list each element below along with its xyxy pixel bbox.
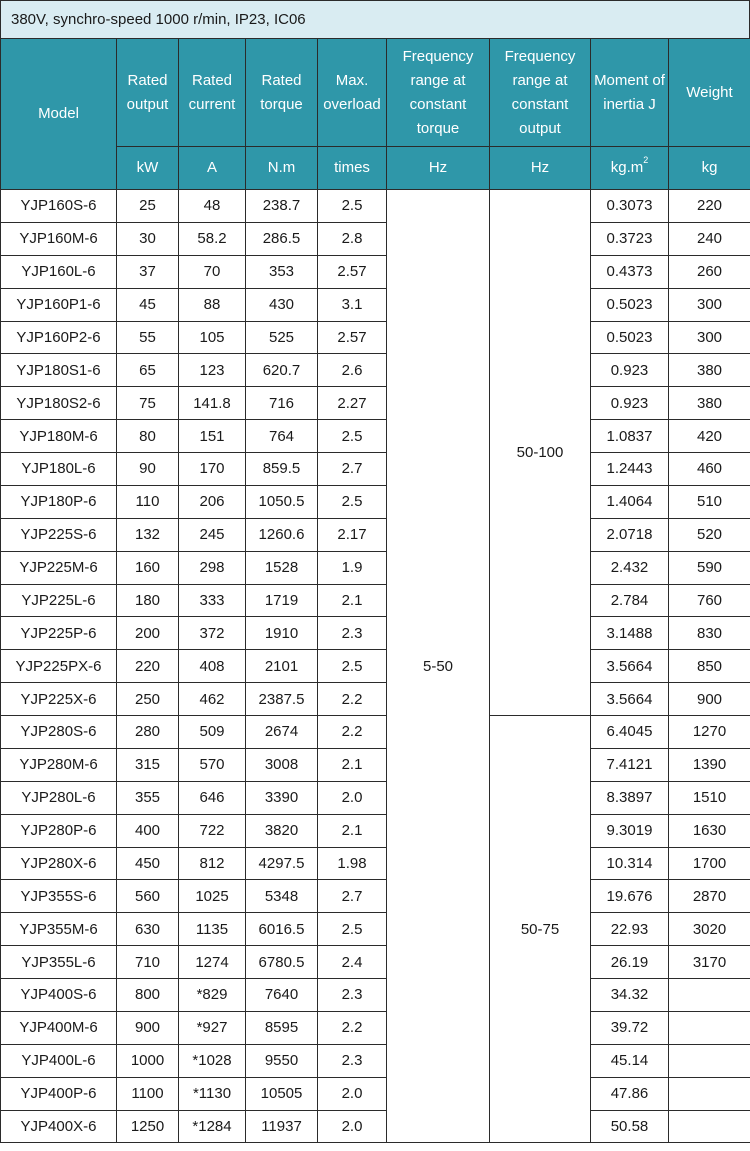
table-row <box>1 420 750 453</box>
cell-weight: 1630 <box>669 814 750 847</box>
cell-rated-torque: 859.5 <box>246 453 318 486</box>
table-row <box>1 222 750 255</box>
cell-moment-inertia: 7.4121 <box>591 748 669 781</box>
header-freq-const-output: Frequency range at constant output <box>490 39 591 147</box>
cell-model: YJP400M-6 <box>1 1011 117 1044</box>
cell-rated-torque: 1910 <box>246 617 318 650</box>
table-row <box>1 485 750 518</box>
cell-weight: 420 <box>669 420 750 453</box>
cell-rated-output: 75 <box>117 387 179 420</box>
cell-rated-output: 55 <box>117 321 179 354</box>
cell-weight: 2870 <box>669 880 750 913</box>
header-rated-current: Rated current <box>179 39 246 147</box>
cell-moment-inertia: 2.784 <box>591 584 669 617</box>
cell-rated-current: 151 <box>179 420 246 453</box>
cell-max-overload: 1.9 <box>318 551 387 584</box>
table-row <box>1 387 750 420</box>
cell-rated-output: 710 <box>117 946 179 979</box>
cell-max-overload: 2.4 <box>318 946 387 979</box>
table-row <box>1 650 750 683</box>
unit-rated-torque: N.m <box>246 147 318 190</box>
cell-rated-torque: 430 <box>246 288 318 321</box>
cell-rated-torque: 2387.5 <box>246 683 318 716</box>
header-moment-inertia: Moment of inertia J <box>591 39 669 147</box>
table-row <box>1 288 750 321</box>
cell-weight <box>669 1077 750 1110</box>
cell-max-overload: 2.27 <box>318 387 387 420</box>
cell-rated-torque: 8595 <box>246 1011 318 1044</box>
cell-weight: 850 <box>669 650 750 683</box>
cell-max-overload: 2.0 <box>318 1110 387 1143</box>
cell-rated-output: 180 <box>117 584 179 617</box>
cell-rated-current: 105 <box>179 321 246 354</box>
cell-rated-torque: 716 <box>246 387 318 420</box>
cell-weight: 1510 <box>669 781 750 814</box>
cell-rated-output: 630 <box>117 913 179 946</box>
table-row <box>1 880 750 913</box>
cell-moment-inertia: 6.4045 <box>591 716 669 749</box>
cell-rated-current: 1274 <box>179 946 246 979</box>
cell-weight: 1700 <box>669 847 750 880</box>
table-row <box>1 748 750 781</box>
cell-rated-torque: 3008 <box>246 748 318 781</box>
cell-weight: 760 <box>669 584 750 617</box>
table-row <box>1 781 750 814</box>
cell-rated-current: 70 <box>179 255 246 288</box>
cell-max-overload: 2.6 <box>318 354 387 387</box>
cell-rated-current: 245 <box>179 518 246 551</box>
cell-rated-current: 462 <box>179 683 246 716</box>
table-row <box>1 1044 750 1077</box>
table-row <box>1 255 750 288</box>
cell-rated-current: 206 <box>179 485 246 518</box>
unit-rated-current: A <box>179 147 246 190</box>
cell-weight <box>669 1110 750 1143</box>
cell-rated-output: 25 <box>117 190 179 223</box>
cell-rated-output: 800 <box>117 979 179 1012</box>
header-freq-const-torque: Frequency range at constant torque <box>387 39 490 147</box>
cell-max-overload: 2.0 <box>318 1077 387 1110</box>
cell-rated-output: 280 <box>117 716 179 749</box>
cell-moment-inertia: 0.923 <box>591 354 669 387</box>
table-row <box>1 584 750 617</box>
cell-model: YJP160P1-6 <box>1 288 117 321</box>
table-row <box>1 814 750 847</box>
cell-rated-torque: 7640 <box>246 979 318 1012</box>
cell-model: YJP400L-6 <box>1 1044 117 1077</box>
cell-weight: 590 <box>669 551 750 584</box>
table-row <box>1 847 750 880</box>
cell-rated-torque: 4297.5 <box>246 847 318 880</box>
cell-rated-torque: 6016.5 <box>246 913 318 946</box>
cell-freq-const-output-group1: 50-100 <box>490 190 591 716</box>
cell-model: YJP280M-6 <box>1 748 117 781</box>
header-model: Model <box>1 39 117 190</box>
cell-rated-current: *927 <box>179 1011 246 1044</box>
cell-rated-torque: 3390 <box>246 781 318 814</box>
cell-moment-inertia: 1.2443 <box>591 453 669 486</box>
motor-spec-table <box>0 38 750 1143</box>
cell-rated-torque: 764 <box>246 420 318 453</box>
cell-rated-current: 408 <box>179 650 246 683</box>
cell-weight: 300 <box>669 288 750 321</box>
cell-weight: 3020 <box>669 913 750 946</box>
cell-rated-current: *1130 <box>179 1077 246 1110</box>
cell-weight: 240 <box>669 222 750 255</box>
cell-moment-inertia: 10.314 <box>591 847 669 880</box>
cell-model: YJP225P-6 <box>1 617 117 650</box>
cell-max-overload: 2.1 <box>318 584 387 617</box>
cell-model: YJP180S2-6 <box>1 387 117 420</box>
cell-moment-inertia: 2.0718 <box>591 518 669 551</box>
cell-max-overload: 2.1 <box>318 814 387 847</box>
cell-moment-inertia: 8.3897 <box>591 781 669 814</box>
header-rated-output: Rated output <box>117 39 179 147</box>
cell-rated-torque: 525 <box>246 321 318 354</box>
cell-max-overload: 2.8 <box>318 222 387 255</box>
cell-max-overload: 2.5 <box>318 913 387 946</box>
cell-model: YJP225PX-6 <box>1 650 117 683</box>
cell-rated-torque: 620.7 <box>246 354 318 387</box>
cell-model: YJP355L-6 <box>1 946 117 979</box>
cell-weight: 380 <box>669 387 750 420</box>
cell-moment-inertia: 22.93 <box>591 913 669 946</box>
cell-moment-inertia: 0.3073 <box>591 190 669 223</box>
cell-rated-output: 450 <box>117 847 179 880</box>
table-row <box>1 979 750 1012</box>
cell-max-overload: 2.5 <box>318 485 387 518</box>
cell-max-overload: 2.3 <box>318 1044 387 1077</box>
cell-rated-current: 812 <box>179 847 246 880</box>
cell-rated-output: 900 <box>117 1011 179 1044</box>
cell-weight: 510 <box>669 485 750 518</box>
cell-model: YJP225S-6 <box>1 518 117 551</box>
table-row <box>1 321 750 354</box>
cell-model: YJP225X-6 <box>1 683 117 716</box>
cell-max-overload: 1.98 <box>318 847 387 880</box>
cell-max-overload: 2.5 <box>318 190 387 223</box>
cell-rated-current: 333 <box>179 584 246 617</box>
cell-moment-inertia: 50.58 <box>591 1110 669 1143</box>
cell-weight <box>669 979 750 1012</box>
cell-moment-inertia: 26.19 <box>591 946 669 979</box>
cell-rated-torque: 2101 <box>246 650 318 683</box>
unit-freq-const-torque: Hz <box>387 147 490 190</box>
cell-max-overload: 3.1 <box>318 288 387 321</box>
cell-moment-inertia: 2.432 <box>591 551 669 584</box>
cell-moment-inertia: 0.3723 <box>591 222 669 255</box>
cell-rated-output: 355 <box>117 781 179 814</box>
cell-max-overload: 2.7 <box>318 453 387 486</box>
cell-model: YJP280L-6 <box>1 781 117 814</box>
cell-rated-current: 509 <box>179 716 246 749</box>
cell-rated-torque: 9550 <box>246 1044 318 1077</box>
cell-model: YJP180P-6 <box>1 485 117 518</box>
cell-max-overload: 2.3 <box>318 617 387 650</box>
unit-rated-output: kW <box>117 147 179 190</box>
cell-max-overload: 2.0 <box>318 781 387 814</box>
cell-rated-current: 170 <box>179 453 246 486</box>
cell-rated-current: *829 <box>179 979 246 1012</box>
cell-rated-output: 200 <box>117 617 179 650</box>
cell-weight: 260 <box>669 255 750 288</box>
cell-rated-output: 30 <box>117 222 179 255</box>
cell-rated-torque: 1528 <box>246 551 318 584</box>
cell-moment-inertia: 34.32 <box>591 979 669 1012</box>
cell-rated-output: 45 <box>117 288 179 321</box>
cell-moment-inertia: 0.5023 <box>591 321 669 354</box>
table-row <box>1 913 750 946</box>
cell-freq-const-output-group2: 50-75 <box>490 716 591 1143</box>
unit-freq-const-output: Hz <box>490 147 591 190</box>
cell-moment-inertia: 47.86 <box>591 1077 669 1110</box>
cell-weight: 1390 <box>669 748 750 781</box>
cell-rated-torque: 1719 <box>246 584 318 617</box>
header-max-overload: Max. overload <box>318 39 387 147</box>
cell-rated-current: 123 <box>179 354 246 387</box>
cell-moment-inertia: 0.5023 <box>591 288 669 321</box>
cell-rated-current: *1284 <box>179 1110 246 1143</box>
cell-rated-output: 220 <box>117 650 179 683</box>
cell-model: YJP280X-6 <box>1 847 117 880</box>
cell-freq-const-torque: 5-50 <box>387 190 490 1143</box>
cell-max-overload: 2.17 <box>318 518 387 551</box>
cell-rated-output: 160 <box>117 551 179 584</box>
cell-moment-inertia: 45.14 <box>591 1044 669 1077</box>
cell-model: YJP180S1-6 <box>1 354 117 387</box>
cell-weight: 300 <box>669 321 750 354</box>
cell-rated-torque: 238.7 <box>246 190 318 223</box>
cell-model: YJP225M-6 <box>1 551 117 584</box>
cell-rated-output: 37 <box>117 255 179 288</box>
cell-rated-output: 1000 <box>117 1044 179 1077</box>
cell-weight: 520 <box>669 518 750 551</box>
cell-moment-inertia: 1.4064 <box>591 485 669 518</box>
cell-model: YJP400X-6 <box>1 1110 117 1143</box>
cell-max-overload: 2.2 <box>318 1011 387 1044</box>
cell-weight: 460 <box>669 453 750 486</box>
table-row <box>1 716 750 749</box>
cell-rated-torque: 1260.6 <box>246 518 318 551</box>
cell-rated-torque: 3820 <box>246 814 318 847</box>
cell-model: YJP225L-6 <box>1 584 117 617</box>
cell-model: YJP160L-6 <box>1 255 117 288</box>
cell-max-overload: 2.2 <box>318 683 387 716</box>
header-rated-torque: Rated torque <box>246 39 318 147</box>
cell-rated-output: 400 <box>117 814 179 847</box>
cell-rated-torque: 11937 <box>246 1110 318 1143</box>
unit-weight: kg <box>669 147 750 190</box>
cell-model: YJP280P-6 <box>1 814 117 847</box>
cell-moment-inertia: 3.5664 <box>591 650 669 683</box>
table-caption: 380V, synchro-speed 1000 r/min, IP23, IC06 <box>0 0 750 38</box>
cell-rated-current: 298 <box>179 551 246 584</box>
unit-moment-inertia: $kg.m^2$ <box>591 147 669 190</box>
cell-rated-torque: 5348 <box>246 880 318 913</box>
table-row <box>1 551 750 584</box>
cell-moment-inertia: 0.923 <box>591 387 669 420</box>
cell-rated-current: 141.8 <box>179 387 246 420</box>
cell-rated-current: 646 <box>179 781 246 814</box>
cell-model: YJP355M-6 <box>1 913 117 946</box>
cell-moment-inertia: 9.3019 <box>591 814 669 847</box>
cell-rated-output: 80 <box>117 420 179 453</box>
table-row <box>1 617 750 650</box>
cell-weight <box>669 1011 750 1044</box>
cell-weight: 900 <box>669 683 750 716</box>
cell-weight <box>669 1044 750 1077</box>
cell-max-overload: 2.2 <box>318 716 387 749</box>
cell-rated-current: 722 <box>179 814 246 847</box>
unit-max-overload: times <box>318 147 387 190</box>
cell-rated-torque: 286.5 <box>246 222 318 255</box>
cell-rated-output: 110 <box>117 485 179 518</box>
cell-weight: 1270 <box>669 716 750 749</box>
cell-moment-inertia: 3.5664 <box>591 683 669 716</box>
cell-rated-output: 315 <box>117 748 179 781</box>
cell-max-overload: 2.5 <box>318 650 387 683</box>
cell-rated-output: 1250 <box>117 1110 179 1143</box>
cell-model: YJP160P2-6 <box>1 321 117 354</box>
cell-moment-inertia: 39.72 <box>591 1011 669 1044</box>
cell-rated-current: 48 <box>179 190 246 223</box>
cell-max-overload: 2.57 <box>318 255 387 288</box>
cell-rated-output: 1100 <box>117 1077 179 1110</box>
cell-max-overload: 2.57 <box>318 321 387 354</box>
cell-rated-output: 560 <box>117 880 179 913</box>
cell-model: YJP400P-6 <box>1 1077 117 1110</box>
cell-model: YJP355S-6 <box>1 880 117 913</box>
table-row <box>1 190 750 223</box>
cell-rated-output: 90 <box>117 453 179 486</box>
cell-weight: 220 <box>669 190 750 223</box>
cell-rated-current: 570 <box>179 748 246 781</box>
table-row <box>1 1011 750 1044</box>
table-row <box>1 946 750 979</box>
cell-max-overload: 2.3 <box>318 979 387 1012</box>
cell-rated-current: 58.2 <box>179 222 246 255</box>
cell-max-overload: 2.1 <box>318 748 387 781</box>
cell-max-overload: 2.7 <box>318 880 387 913</box>
cell-rated-current: *1028 <box>179 1044 246 1077</box>
cell-rated-current: 88 <box>179 288 246 321</box>
cell-rated-current: 1025 <box>179 880 246 913</box>
cell-moment-inertia: 3.1488 <box>591 617 669 650</box>
cell-model: YJP400S-6 <box>1 979 117 1012</box>
cell-model: YJP160M-6 <box>1 222 117 255</box>
table-row <box>1 453 750 486</box>
cell-rated-output: 65 <box>117 354 179 387</box>
cell-model: YJP180M-6 <box>1 420 117 453</box>
cell-moment-inertia: 1.0837 <box>591 420 669 453</box>
cell-model: YJP160S-6 <box>1 190 117 223</box>
cell-model: YJP180L-6 <box>1 453 117 486</box>
cell-rated-torque: 10505 <box>246 1077 318 1110</box>
cell-weight: 830 <box>669 617 750 650</box>
table-row <box>1 354 750 387</box>
cell-rated-torque: 2674 <box>246 716 318 749</box>
cell-weight: 3170 <box>669 946 750 979</box>
cell-moment-inertia: 0.4373 <box>591 255 669 288</box>
cell-rated-output: 250 <box>117 683 179 716</box>
header-weight: Weight <box>669 39 750 147</box>
cell-rated-torque: 353 <box>246 255 318 288</box>
table-body <box>1 190 750 1143</box>
cell-rated-output: 132 <box>117 518 179 551</box>
table-row <box>1 1110 750 1143</box>
cell-weight: 380 <box>669 354 750 387</box>
cell-max-overload: 2.5 <box>318 420 387 453</box>
cell-rated-torque: 1050.5 <box>246 485 318 518</box>
cell-rated-current: 372 <box>179 617 246 650</box>
cell-moment-inertia: 19.676 <box>591 880 669 913</box>
cell-rated-current: 1135 <box>179 913 246 946</box>
table-row <box>1 683 750 716</box>
table-row <box>1 518 750 551</box>
cell-model: YJP280S-6 <box>1 716 117 749</box>
table-row <box>1 1077 750 1110</box>
cell-rated-torque: 6780.5 <box>246 946 318 979</box>
table-header <box>1 39 750 190</box>
